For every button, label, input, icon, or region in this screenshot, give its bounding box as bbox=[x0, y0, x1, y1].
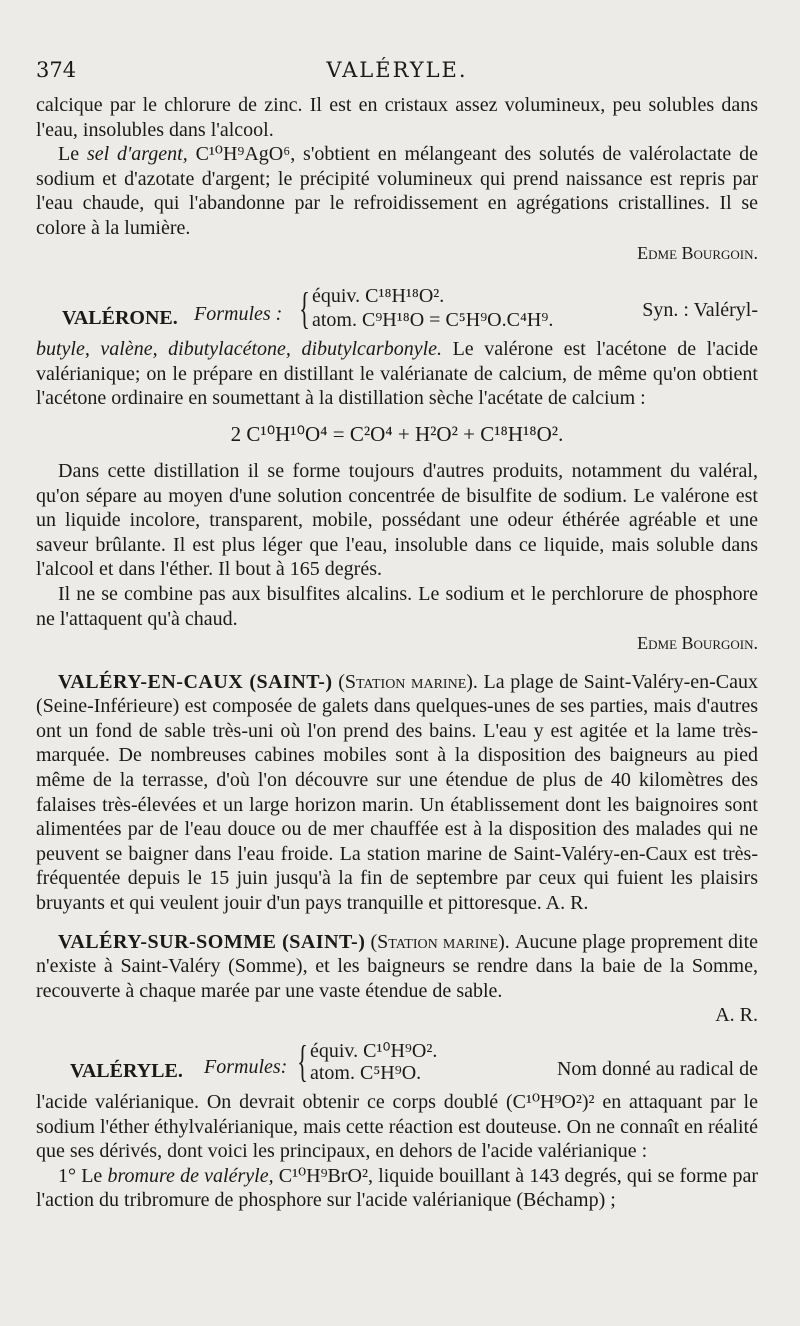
term-silver-salt: sel d'argent, bbox=[86, 143, 188, 166]
paragraph-valeryle: l'acide valérianique. On devrait obtenir ce corps doublé (C¹⁰H⁹O²)² en attaquant par le sodium l'éther éthylvalérianique, mais cette réaction est douteuse. On ne connaît en réalité que ses dérivés, dont voici les principaux, en dehors de l'acide valérianique : bbox=[36, 1091, 758, 1163]
page-body bbox=[36, 93, 758, 1213]
entry-title-valeryle: VALÉRYLE. bbox=[70, 1060, 183, 1082]
author-signature: Edme Bourgoin. bbox=[637, 242, 758, 263]
term-valeryl-bromide: bromure de valéryle, bbox=[107, 1164, 274, 1187]
formulae-label: Formules : bbox=[194, 303, 283, 326]
synonyms-label: Syn. : Valéryl- bbox=[642, 299, 758, 322]
formula-atom: atom. C⁹H¹⁸O = C⁵H⁹O.C⁴H⁹. bbox=[312, 309, 554, 332]
paragraph-continuation: calcique par le chlorure de zinc. Il est en cristaux assez volumineux, peu solubles dans l'eau, insolubles dans l'alcool. bbox=[36, 94, 758, 141]
page-number: 374 bbox=[36, 58, 77, 82]
valerone-formula-row bbox=[36, 285, 758, 337]
formula-equiv: équiv. C¹⁸H¹⁸O². bbox=[312, 285, 445, 308]
entry-valery-sur-somme: VALÉRY-SUR-SOMME (SAINT-) (Station marine). Aucune plage proprement dite n'existe à Saint-Valéry (Somme), et les baigneurs se rendre dans la baie de la Somme, recouverte à chaque marée par une vaste étendue de sable. bbox=[36, 930, 759, 1002]
chemical-equation: 2 C¹⁰H¹⁰O⁴ = C²O⁴ + H²O² + C¹⁸H¹⁸O². bbox=[230, 421, 564, 446]
formula-atom: atom. C⁵H⁹O. bbox=[310, 1062, 422, 1084]
entry-valery-en-caux: VALÉRY-EN-CAUX (SAINT-) (Station marine). La plage de Saint-Valéry-en-Caux (Seine-Inférieure) est composée de galets dans quelques-unes de ses parties, mais d'autres ont un fond de sable très-uni où l'on prend des bains. L'eau y est agitée et la lame très-marquée. De nombreuses cabines mobiles sont à la disposition des baigneurs au pied même de la terrasse, d'où l'on découvre sur une étendue de plus de 40 kilomètres des falaises très-élevées et un large horizon marin. Un établissement dont les baignoires sont alimentées par de l'eau douce ou de mer chauffée est à la disposition des malades qui ne peuvent se baigner dans l'eau froide. La station marine de Saint-Valéry-en-Caux est très-fréquentée depuis le 15 juin jusqu'à la fin de septembre par ceux qui fuient les plaisirs bruyants et qui veulent jouir d'un pays tranquille et pittoresque. A. R. bbox=[36, 670, 758, 915]
author-initials: A. R. bbox=[545, 892, 589, 915]
radical-note: Nom donné au radical de bbox=[556, 1058, 758, 1080]
valeryle-formula-row bbox=[36, 1038, 758, 1090]
entry-title-valerone: VALÉRONE. bbox=[62, 307, 178, 330]
brace: { bbox=[297, 1037, 308, 1086]
brace: { bbox=[299, 284, 310, 334]
entry-title-valery-en-caux: VALÉRY-EN-CAUX (SAINT-) bbox=[58, 670, 333, 693]
formula-equiv: équiv. C¹⁰H⁹O². bbox=[310, 1040, 438, 1062]
paragraph-valerone-reactions: Il ne se combine pas aux bisulfites alcalins. Le sodium et le perchlorure de phosphore ne l'attaquent qu'à chaud. bbox=[36, 582, 758, 630]
entry-title-valery-sur-somme: VALÉRY-SUR-SOMME (SAINT-) bbox=[58, 930, 366, 953]
paragraph-valeryl-bromide: 1° Le bromure de valéryle, C¹⁰H⁹BrO², liquide bouillant à 143 degrés, qui se forme par l'action du tribromure de phosphore sur l'acide valérianique (Béchamp) ; bbox=[36, 1164, 759, 1212]
paragraph-valerone-intro: butyle, valène, dibutylacétone, dibutylcarbonyle. Le valérone est l'acétone de l'acide valérianique; on le prépare en distillant le valérianate de calcium, de même qu'on obtient l'acétone ordinaire en soumettant à la distillation sèche l'acétate de calcium : bbox=[36, 338, 758, 410]
author-signature: Edme Bourgoin. bbox=[637, 633, 758, 654]
running-head bbox=[36, 58, 758, 88]
paragraph-valerone-properties: Dans cette distillation il se forme toujours d'autres produits, notamment du valéral, qu'on sépare au moyen d'une solution concentrée de bisulfite de sodium. Le valérone est un liquide incolore, transparent, mobile, possédant une odeur éthérée agréable et une saveur brûlante. Il est plus léger que l'eau, insoluble dans ce liquide, mais soluble dans l'alcool et dans l'éther. Il bout à 165 degrés. bbox=[36, 459, 758, 581]
running-title: VALÉRYLE. bbox=[326, 58, 468, 82]
synonyms-list: butyle, valène, dibutylacétone, dibutylcarbonyle. bbox=[36, 338, 442, 361]
formulae-label: Formules: bbox=[204, 1056, 288, 1078]
paragraph-silver-salt: Le sel d'argent, C¹⁰H⁹AgO⁶, s'obtient en mélangeant des solutés de valérolactate de sodium et d'azotate d'argent; le précipité volumineux qui prend naissance est repris par l'eau chaude, qui l'abandonne par le refroidissement en agrégations cristallines. Il se colore à la lumière. bbox=[36, 143, 759, 239]
author-initials: A. R. bbox=[715, 1004, 758, 1027]
